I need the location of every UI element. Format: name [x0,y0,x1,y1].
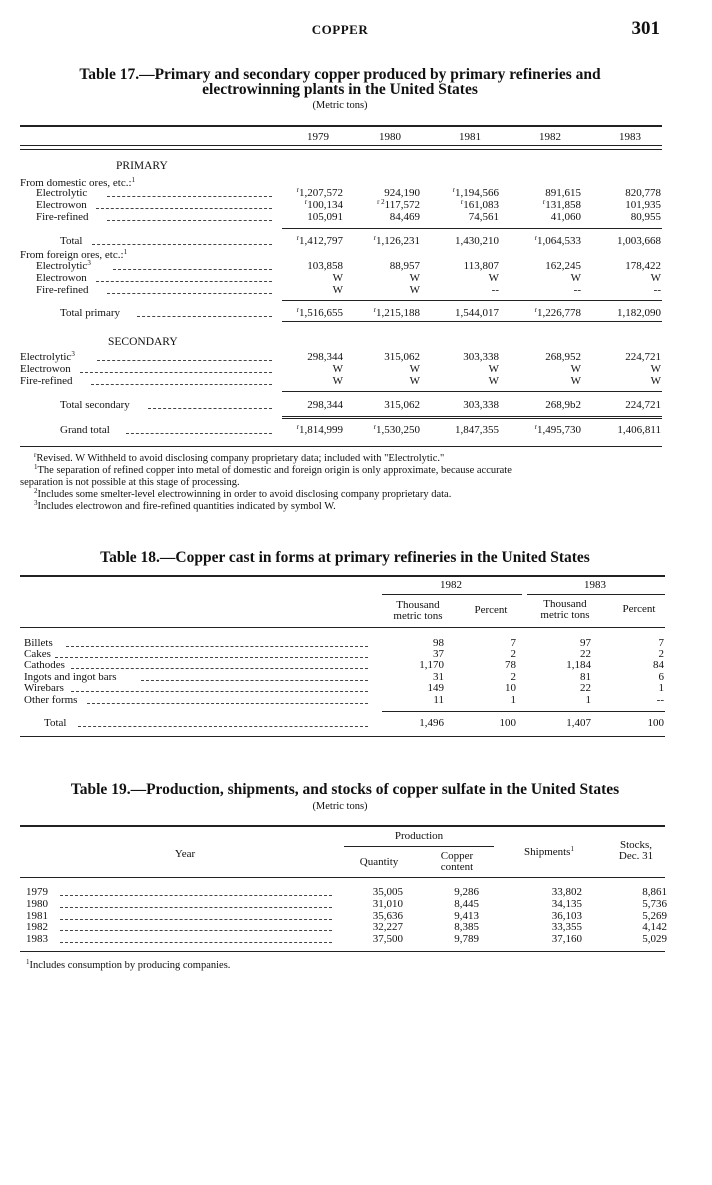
table17-footnote: $^2$Includes some smelter-level electrowinning in order to avoid disclosing company proprietary data. [34,487,452,500]
table17-grand-total-value: 1,847,355 [455,424,499,436]
table17-total-secondary-value: 303,338 [463,399,499,411]
table18-year-rule [382,594,522,595]
table17-domestic-row-value: $^r$161,083 [460,198,499,211]
table18-total-value: 1,496 [419,717,444,729]
table17-domestic-row-value: $^{r 2}$117,572 [377,198,420,211]
table18-year-rule [527,594,665,595]
table17-top-rule [20,125,662,127]
revised-mark: r [534,306,537,314]
table17-secondary-heading: SECONDARY [108,336,178,348]
table19-unit: (Metric tons) [312,801,368,812]
table19-row-value: 8,445 [454,898,479,910]
table18-row-value: 7 [510,637,516,649]
table17-domestic-row-value: 74,561 [468,211,499,223]
table18-row-value: 78 [505,659,516,671]
table19-row-value: 9,413 [454,910,479,922]
revised-mark: r [296,306,299,314]
table17-domestic-row-value: 820,778 [625,187,661,199]
table17-foreign-row-value: -- [573,284,581,296]
table18-row-value: 11 [433,694,444,706]
table17-domestic-row-value: $^r$100,134 [304,198,343,211]
table17-header-rule [20,145,662,146]
table17-secondary-row-value: W [570,363,581,375]
table18-total-value: 1,407 [566,717,591,729]
table17-domestic-row-value: 84,469 [389,211,420,223]
table18-row-leader [71,691,368,692]
table17-subtotal-rule [282,391,662,392]
table18-row-value: 1,184 [566,659,591,671]
table17-foreign-row-value: W [332,272,343,284]
table18-row-leader [141,680,368,681]
table17-domestic-label: From domestic ores, etc.:$^1$ [20,176,136,189]
table17-total-secondary-value: 315,062 [384,399,420,411]
table18-col-percent: Percent [474,604,508,616]
table19-row-value: 33,355 [551,921,582,933]
table17-total-primary-label: Total primary [60,307,121,319]
table19-production-rule [344,846,494,847]
table18-row-label: Ingots and ingot bars [24,671,117,683]
table17-foreign-row-value: W [409,284,420,296]
table19-row-leader [60,942,332,943]
table19-row-leader [60,907,332,908]
table18-row-value: 84 [653,659,664,671]
table18-row-value: 81 [580,671,591,683]
table19-col-copper: Copper [440,850,474,862]
table17-secondary-row-value: W [409,375,420,387]
table17-domestic-row-value: 101,935 [625,199,661,211]
table17-total-domestic-value: 1,430,210 [455,235,499,247]
table17-total-domestic-value: $^r$1,412,797 [296,234,343,247]
table17-total-domestic-value: $^r$1,064,533 [534,234,581,247]
table17-total-domestic-value: 1,003,668 [617,235,661,247]
table17-foreign-row-leader [96,281,272,282]
table17-foreign-row-value: W [332,284,343,296]
table17-year: 1980 [379,131,401,143]
table17-primary-heading: PRIMARY [116,160,168,172]
table18-bottom-rule [20,736,665,737]
table19-row-value: 35,636 [372,910,403,922]
revised-mark: r [452,186,455,194]
table19-row-value: 34,135 [551,898,582,910]
table17-foreign-row-label: Electrowon [36,272,87,284]
table19-row-year: 1980 [26,898,48,910]
table19-col-production: Production [394,830,444,842]
table17-domestic-row-value: $^r$1,207,572 [296,186,343,199]
table17-footnote: $^r$Revised. W Withheld to avoid disclosing company proprietary data; included with "Electrolytic." [34,451,445,464]
table17-subtotal-rule [282,228,662,229]
table19-row-value: 37,500 [372,933,403,945]
table17-subtotal-rule [282,300,662,301]
revised-mark: r [534,423,537,431]
table19-row-year: 1979 [26,886,48,898]
table18-row-value: 1 [510,694,516,706]
table17-foreign-row-value: W [650,272,661,284]
table17-total-domestic-value: $^r$1,126,231 [373,234,420,247]
table17-secondary-row-leader [91,384,272,385]
table17-domestic-row-label: Fire-refined [36,211,89,223]
table17-secondary-row-value: W [409,363,420,375]
table18-title: Table 18.—Copper cast in forms at primary refineries in the United States [100,549,590,566]
table17-year: 1983 [619,131,641,143]
table18-col-thousand: metric tons [393,610,443,622]
revised-mark: r 2 [377,198,385,206]
table18-year: 1983 [584,579,606,591]
table17-foreign-label: From foreign ores, etc.:$^1$ [20,248,128,261]
table17-total-primary-value: 1,182,090 [617,307,661,319]
table18-year: 1982 [440,579,462,591]
table17-foreign-row-leader [113,269,272,270]
table18-row-leader [66,646,368,647]
table17-domestic-row-value: $^r$131,858 [542,198,581,211]
table18-row-label: Billets [24,637,53,649]
table18-row-label: Other forms [24,694,78,706]
table18-row-label: Cakes [24,648,51,660]
table17-total-primary-leader [137,316,272,317]
running-head: COPPER [311,22,369,37]
table18-row-leader [87,703,368,704]
table19-row-leader [60,930,332,931]
table19-row-year: 1982 [26,921,48,933]
table17-foreign-row-value: 162,245 [545,260,581,272]
revised-mark: r [296,423,299,431]
table19-row-year: 1981 [26,910,48,922]
table17-footnote: separation is not possible at this stage of processing. [20,477,240,488]
page-number: 301 [631,18,660,39]
table19-row-leader [60,895,332,896]
table17-title-line1: Table 17.—Primary and secondary copper produced by primary refineries and [79,66,601,83]
table18-row-value: 37 [433,648,444,660]
table17-header-rule-2 [20,149,662,150]
table17-subtotal-rule [282,321,662,322]
table19-row-value: 9,286 [454,886,479,898]
table19-row-value: 5,269 [642,910,667,922]
table17-domestic-row-leader [107,220,272,221]
table17-domestic-row-label: Electrolytic [36,187,88,199]
table17-total-secondary-label: Total secondary [60,399,130,411]
table19-row-year: 1983 [26,933,48,945]
table17-unit: (Metric tons) [312,100,368,111]
table19-row-value: 5,029 [642,933,667,945]
table18-col-thousand: Thousand [543,598,587,610]
table19-footnote-text: Includes consumption by producing companies. [29,960,231,971]
table18-row-leader [55,657,368,658]
table17-domestic-row-value: 80,955 [630,211,661,223]
table18-row-value: 6 [658,671,664,683]
revised-mark: r [373,423,376,431]
revised-mark: r [373,234,376,242]
table18-row-value: 98 [433,637,444,649]
revised-mark: r [304,198,308,206]
revised-mark: r [542,198,546,206]
table18-row-label: Wirebars [24,682,64,694]
table17-year: 1979 [307,131,329,143]
table19-top-rule [20,825,665,827]
table17-grand-total-label: Grand total [60,424,110,436]
revised-mark: r [534,234,537,242]
table18-row-value: 22 [580,682,591,694]
table18-header-rule [20,627,665,628]
table17-domestic-row-leader [96,208,272,209]
table17-grand-total-value: 1,406,811 [617,424,661,436]
table19-bottom-rule [20,951,665,952]
table17-total-domestic-leader [92,244,272,245]
table17-secondary-row-value: 268,952 [545,351,581,363]
table17-foreign-row-value: 178,422 [625,260,661,272]
table18-row-leader [71,668,368,669]
table18-row-value: 31 [433,671,444,683]
table17-domestic-row-value: $^r$1,194,566 [452,186,499,199]
table18-row-value: 149 [427,682,444,694]
table17-secondary-row-value: 298,344 [307,351,343,363]
table17-total-primary-value: $^r$1,215,188 [373,306,420,319]
table17-foreign-row-value: 103,858 [307,260,343,272]
table17-secondary-row-value: W [488,375,499,387]
table18-total-value: 100 [647,717,664,729]
table19-footnote: $^1$Includes consumption by producing companies. [26,958,231,971]
table17-total-secondary-value: 268,9b2 [545,399,581,411]
revised-mark: r [296,234,299,242]
table17-year: 1981 [459,131,481,143]
table18-row-value: 97 [580,637,591,649]
table17-footnote: $^3$Includes electrowon and fire-refined quantities indicated by symbol W. [34,499,336,512]
table17-secondary-row-value: W [332,375,343,387]
table17-foreign-row-value: 113,807 [463,260,499,272]
table17-total-domestic-label: Total [60,235,83,247]
table17-foreign-row-value: W [409,272,420,284]
table18-total-rule [382,711,665,712]
table17-total-primary-value: $^r$1,516,655 [296,306,343,319]
table18-total-value: 100 [499,717,516,729]
table17-foreign-row-value: W [570,272,581,284]
table19-header-rule [20,877,665,878]
table19-row-value: 31,010 [372,898,403,910]
table17-foreign-row-value: W [488,272,499,284]
table17-foreign-row-value: -- [653,284,661,296]
table17-total-secondary-value: 298,344 [307,399,343,411]
table18-col-thousand: Thousand [396,599,440,611]
revised-mark: r [460,198,464,206]
table17-grand-total-value: $^r$1,495,730 [534,423,581,436]
table17-secondary-row-leader [80,372,272,373]
table17-grand-total-value: $^r$1,814,999 [296,423,343,436]
table18-row-value: 7 [658,637,664,649]
table18-top-rule [20,575,665,577]
table17-grand-rule [282,416,662,419]
table17-foreign-row-value: -- [491,284,499,296]
table17-domestic-row-value: 924,190 [384,187,420,199]
revised-mark: r [373,306,376,314]
table18-row-value: 1 [585,694,591,706]
table17-grand-total-leader [126,433,272,434]
table17-secondary-row-label: Electrowon [20,363,71,375]
table17-foreign-row-label: Electrolytic$^3$ [36,259,91,272]
table18-row-value: 22 [580,648,591,660]
table18-row-value: 2 [510,648,516,660]
revised-mark: r [296,186,299,194]
table19-row-value: 8,861 [642,886,667,898]
table17-secondary-row-value: W [488,363,499,375]
table17-secondary-row-label: Fire-refined [20,375,73,387]
table17-secondary-row-value: W [650,375,661,387]
table19-row-value: 37,160 [551,933,582,945]
table17-domestic-row-value: 41,060 [550,211,581,223]
table19-row-value: 33,802 [551,886,582,898]
table18-row-value: 2 [658,648,664,660]
table17-foreign-row-value: 88,957 [389,260,420,272]
table18-row-value: -- [656,694,664,706]
table19-col-stocks: Stocks, [619,839,653,851]
table18-row-label: Cathodes [24,659,65,671]
table17-total-primary-value: 1,544,017 [455,307,499,319]
table19-row-value: 32,227 [372,921,403,933]
table17-footnote: $^1$The separation of refined copper into metal of domestic and foreign origin is only approximate, because accurate [34,463,512,476]
table18-total-label: Total [44,717,67,729]
table19-row-value: 35,005 [372,886,403,898]
table19-row-value: 8,385 [454,921,479,933]
table19-title: Table 19.—Production, shipments, and stocks of copper sulfate in the United States [70,781,620,798]
table17-total-secondary-leader [148,408,272,409]
table17-secondary-row-value: 224,721 [625,351,661,363]
table19-col-quantity: Quantity [359,856,399,868]
table17-domestic-row-label: Electrowon [36,199,87,211]
table19-col-copper: content [440,861,474,873]
table18-row-value: 2 [510,671,516,683]
table19-col-year: Year [174,848,196,860]
table18-row-value: 1 [658,682,664,694]
table17-foreign-row-leader [107,293,272,294]
table19-col-shipments: Shipments$^1$ [524,845,574,858]
table19-row-value: 5,736 [642,898,667,910]
table17-title-line2: electrowinning plants in the United States [202,81,478,98]
table17-domestic-row-value: 891,615 [545,187,581,199]
table17-secondary-row-leader [97,360,272,361]
table17-total-secondary-value: 224,721 [625,399,661,411]
table17-domestic-row-leader [107,196,272,197]
table19-row-leader [60,919,332,920]
table17-secondary-row-value: W [332,363,343,375]
table17-year: 1982 [539,131,561,143]
table17-grand-total-value: $^r$1,530,250 [373,423,420,436]
table17-secondary-row-value: 303,338 [463,351,499,363]
table17-foreign-row-label: Fire-refined [36,284,89,296]
table18-row-value: 1,170 [419,659,444,671]
table19-row-value: 36,103 [551,910,582,922]
table19-row-value: 9,789 [454,933,479,945]
table18-total-leader [78,726,368,727]
table17-secondary-row-label: Electrolytic$^3$ [20,350,75,363]
table18-col-thousand: metric tons [540,609,590,621]
table17-secondary-row-value: W [570,375,581,387]
table17-secondary-row-value: W [650,363,661,375]
table18-row-value: 10 [505,682,516,694]
table19-row-value: 4,142 [642,921,667,933]
table17-domestic-row-value: 105,091 [307,211,343,223]
table19-col-stocks: Dec. 31 [618,850,654,862]
table17-bottom-rule [20,446,662,447]
table17-secondary-row-value: 315,062 [384,351,420,363]
table17-total-primary-value: $^r$1,226,778 [534,306,581,319]
table18-col-percent: Percent [622,603,656,615]
